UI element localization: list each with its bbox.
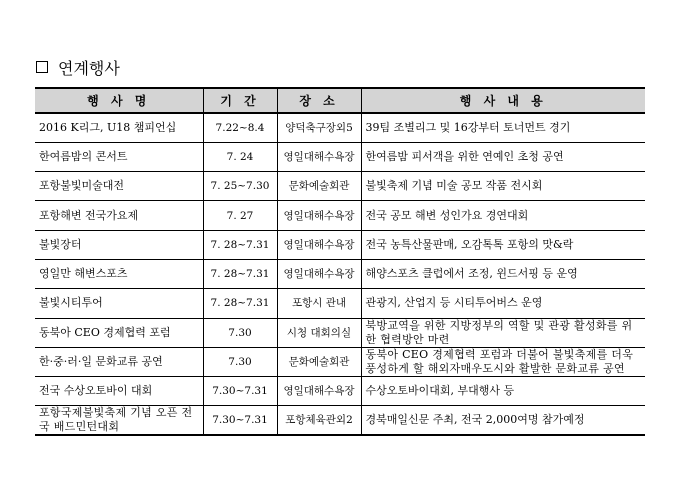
- content-cell: 경북매일신문 주최, 전국 2,000여명 참가예정: [361, 406, 645, 436]
- content-cell: 북방교역을 위한 지방정부의 역할 및 관광 활성화를 위한 협력방안 마련: [361, 318, 645, 347]
- content-cell: 한여름밤 피서객을 위한 연예인 초청 공연: [361, 142, 645, 171]
- period-cell: 7.30~7.31: [203, 377, 277, 406]
- place-cell: 문화예술회관: [277, 172, 361, 201]
- period-cell: 7. 28~7.31: [203, 289, 277, 318]
- place-cell: 시청 대회의실: [277, 318, 361, 347]
- header-content: 행 사 내 용: [361, 88, 645, 113]
- period-cell: 7. 25~7.30: [203, 172, 277, 201]
- event-name-cell: 영일만 해변스포츠: [35, 259, 203, 288]
- place-cell: 영일대해수욕장: [277, 142, 361, 171]
- table-row: [35, 201, 645, 230]
- content-cell: 수상오토바이대회, 부대행사 등: [361, 377, 645, 406]
- table-row: [35, 318, 645, 347]
- place-cell: 양덕축구장외5: [277, 113, 361, 142]
- period-cell: 7.30: [203, 347, 277, 376]
- event-name-cell: 불빛시티투어: [35, 289, 203, 318]
- header-event-name: 행 사 명: [35, 88, 203, 113]
- place-cell: 영일대해수욕장: [277, 259, 361, 288]
- content-cell: 전국 공모 해변 성인가요 경연대회: [361, 201, 645, 230]
- table-row: [35, 289, 645, 318]
- content-cell: 관광지, 산업지 등 시티투어버스 운영: [361, 289, 645, 318]
- period-cell: 7.22~8.4: [203, 113, 277, 142]
- header-period: 기 간: [203, 88, 277, 113]
- place-cell: 영일대해수욕장: [277, 377, 361, 406]
- period-cell: 7. 28~7.31: [203, 230, 277, 259]
- table-row: [35, 230, 645, 259]
- content-cell: 39팀 조별리그 및 16강부터 토너먼트 경기: [361, 113, 645, 142]
- event-name-cell: 전국 수상오토바이 대회: [35, 377, 203, 406]
- content-cell: 전국 농특산물판매, 오감톡톡 포항의 맛&락: [361, 230, 645, 259]
- period-cell: 7.30: [203, 318, 277, 347]
- table-row: [35, 172, 645, 201]
- table-header-row: [35, 88, 645, 113]
- place-cell: 문화예술회관: [277, 347, 361, 376]
- place-cell: 포항시 관내: [277, 289, 361, 318]
- table-row: [35, 377, 645, 406]
- table-row: [35, 406, 645, 436]
- table-row: [35, 347, 645, 376]
- period-cell: 7. 24: [203, 142, 277, 171]
- event-name-cell: 포항불빛미술대전: [35, 172, 203, 201]
- event-name-cell: 한여름밤의 콘서트: [35, 142, 203, 171]
- event-name-cell: 포항국제불빛축제 기념 오픈 전국 배드민턴대회: [35, 406, 203, 436]
- event-name-cell: 2016 K리그, U18 챔피언십: [35, 113, 203, 142]
- section-heading: [36, 56, 120, 78]
- event-name-cell: 동북아 CEO 경제협력 포럼: [35, 318, 203, 347]
- event-name-cell: 포항해변 전국가요제: [35, 201, 203, 230]
- table-row: [35, 259, 645, 288]
- checkbox-square-icon: [36, 61, 48, 73]
- place-cell: 영일대해수욕장: [277, 201, 361, 230]
- table-row: [35, 142, 645, 171]
- content-cell: 해양스포츠 클럽에서 조정, 윈드서핑 등 운영: [361, 259, 645, 288]
- event-name-cell: 한·중·러·일 문화교류 공연: [35, 347, 203, 376]
- place-cell: 포항체육관외2: [277, 406, 361, 436]
- content-cell: 동북아 CEO 경제협력 포럼과 더불어 불빛축제를 더욱 풍성하게 할 해외자매우도시와 활발한 문화교류 공연: [361, 347, 645, 376]
- period-cell: 7.30~7.31: [203, 406, 277, 436]
- content-cell: 불빛축제 기념 미술 공모 작품 전시회: [361, 172, 645, 201]
- period-cell: 7. 28~7.31: [203, 259, 277, 288]
- section-title: 연계행사: [58, 58, 120, 78]
- event-name-cell: 불빛장터: [35, 230, 203, 259]
- events-table: [35, 87, 645, 436]
- period-cell: 7. 27: [203, 201, 277, 230]
- table-row: [35, 113, 645, 142]
- place-cell: 영일대해수욕장: [277, 230, 361, 259]
- header-place: 장 소: [277, 88, 361, 113]
